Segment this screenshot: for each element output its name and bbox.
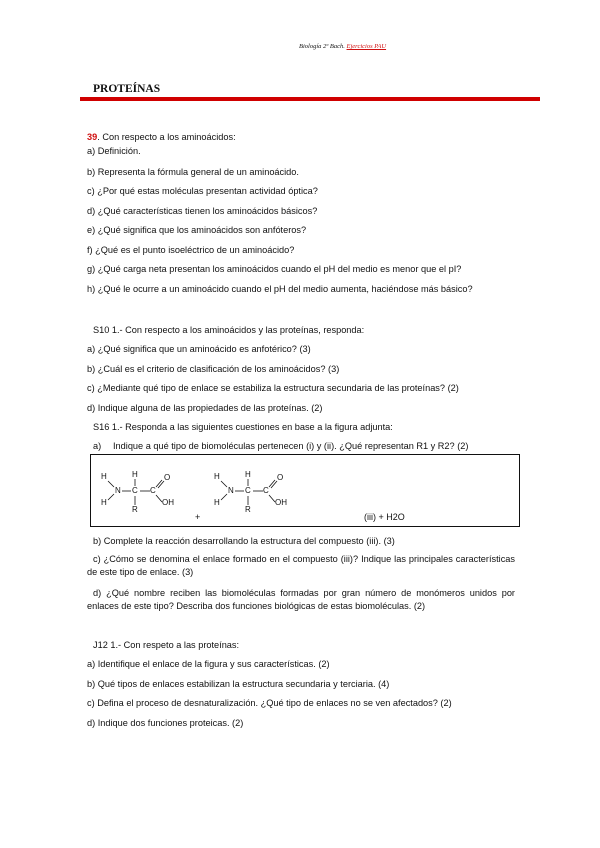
q39-item-g: g) ¿Qué carga neta presentan los aminoácidos cuando el pH del medio es menor que el pI? bbox=[87, 264, 462, 274]
m1-atom-oh: OH bbox=[162, 498, 174, 507]
s10-item-b: b) ¿Cuál es el criterio de clasificación de los aminoácidos? (3) bbox=[87, 364, 340, 374]
q39-item-a: a) Definición. bbox=[87, 146, 141, 156]
s16-intro: S16 1.- Responda a las siguientes cuestiones en base a la figura adjunta: bbox=[93, 422, 393, 432]
m2-atom-h-bottom: H bbox=[214, 498, 220, 507]
j12-intro: J12 1.- Con respeto a las proteínas: bbox=[93, 640, 240, 650]
q39-intro: . Con respecto a los aminoácidos: bbox=[97, 132, 236, 142]
j12-item-a: a) Identifique el enlace de la figura y sus características. (2) bbox=[87, 659, 330, 669]
s10-intro: S10 1.- Con respecto a los aminoácidos y las proteínas, responda: bbox=[93, 325, 365, 335]
s16-item-c: c) ¿Cómo se denomina el enlace formado en el compuesto (iii)? Indique las principales características de este tipo de enlace. (3) bbox=[87, 554, 515, 577]
j12-item-b: b) Qué tipos de enlaces estabilizan la estructura secundaria y terciaria. (4) bbox=[87, 679, 390, 689]
q39-item-b: b) Representa la fórmula general de un aminoácido. bbox=[87, 167, 299, 177]
s16-a-text: Indique a qué tipo de biomoléculas pertenecen (i) y (ii). ¿Qué representan R1 y R2? (2) bbox=[113, 441, 469, 451]
q39-heading bbox=[87, 131, 236, 143]
m2-atom-r: R bbox=[245, 505, 251, 514]
m2-atom-oh: OH bbox=[275, 498, 287, 507]
reaction-product: (iii) + H2O bbox=[364, 512, 405, 522]
j12-item-c: c) Defina el proceso de desnaturalización. ¿Qué tipo de enlaces no se ven afectados? (2) bbox=[87, 698, 452, 708]
title-underline bbox=[80, 97, 540, 101]
j12-item-d: d) Indique dos funciones proteicas. (2) bbox=[87, 718, 244, 728]
q39-item-d: d) ¿Qué características tienen los aminoácidos básicos? bbox=[87, 206, 318, 216]
m1-atom-h-bottom: H bbox=[101, 498, 107, 507]
s10-item-d: d) Indique alguna de las propiedades de las proteínas. (2) bbox=[87, 403, 323, 413]
m2-atom-h-alpha: H bbox=[245, 470, 251, 479]
m1-atom-n: N bbox=[115, 486, 121, 495]
section-title: PROTEÍNAS bbox=[93, 83, 161, 95]
reaction-figure bbox=[90, 454, 520, 527]
m2-atom-n: N bbox=[228, 486, 234, 495]
q39-number: 39 bbox=[87, 132, 98, 142]
q39-item-f: f) ¿Qué es el punto isoeléctrico de un aminoácido? bbox=[87, 245, 295, 255]
m1-atom-h-top: H bbox=[101, 472, 107, 481]
s10-item-c: c) ¿Mediante qué tipo de enlace se estabiliza la estructura secundaria de las proteínas? (2) bbox=[87, 383, 459, 393]
s10-item-a: a) ¿Qué significa que un aminoácido es anfotérico? (3) bbox=[87, 344, 311, 354]
m1-atom-h-alpha: H bbox=[132, 470, 138, 479]
q39-item-c: c) ¿Por qué estas moléculas presentan actividad óptica? bbox=[87, 186, 318, 196]
m2-atom-c-carboxyl: C bbox=[263, 486, 269, 495]
m2-atom-o: O bbox=[277, 473, 284, 482]
q39-item-h: h) ¿Qué le ocurre a un aminoácido cuando el pH del medio aumenta, haciéndose más básico? bbox=[87, 284, 473, 294]
s16-item-d: d) ¿Qué nombre reciben las biomoléculas formadas por gran número de monómeros unidos por enlaces de este tipo? Describa dos funciones biológicas de estas biomoléculas. (2) bbox=[87, 588, 515, 611]
m2-atom-c-alpha: C bbox=[245, 486, 251, 495]
m2-atom-h-top: H bbox=[214, 472, 220, 481]
s16-a-label: a) bbox=[93, 441, 102, 451]
q39-item-e: e) ¿Qué significa que los aminoácidos son anfóteros? bbox=[87, 225, 307, 235]
header-link[interactable]: Ejercicios PAU bbox=[346, 43, 387, 50]
s16-item-b: b) Complete la reacción desarrollando la estructura del compuesto (iii). (3) bbox=[93, 536, 395, 546]
plus-sign: + bbox=[195, 512, 201, 522]
m1-atom-o: O bbox=[164, 473, 171, 482]
page-header bbox=[299, 43, 386, 50]
m1-atom-c-carboxyl: C bbox=[150, 486, 156, 495]
header-prefix: Biología 2º Bach. bbox=[299, 43, 347, 50]
m1-atom-r: R bbox=[132, 505, 138, 514]
m1-atom-c-alpha: C bbox=[132, 486, 138, 495]
